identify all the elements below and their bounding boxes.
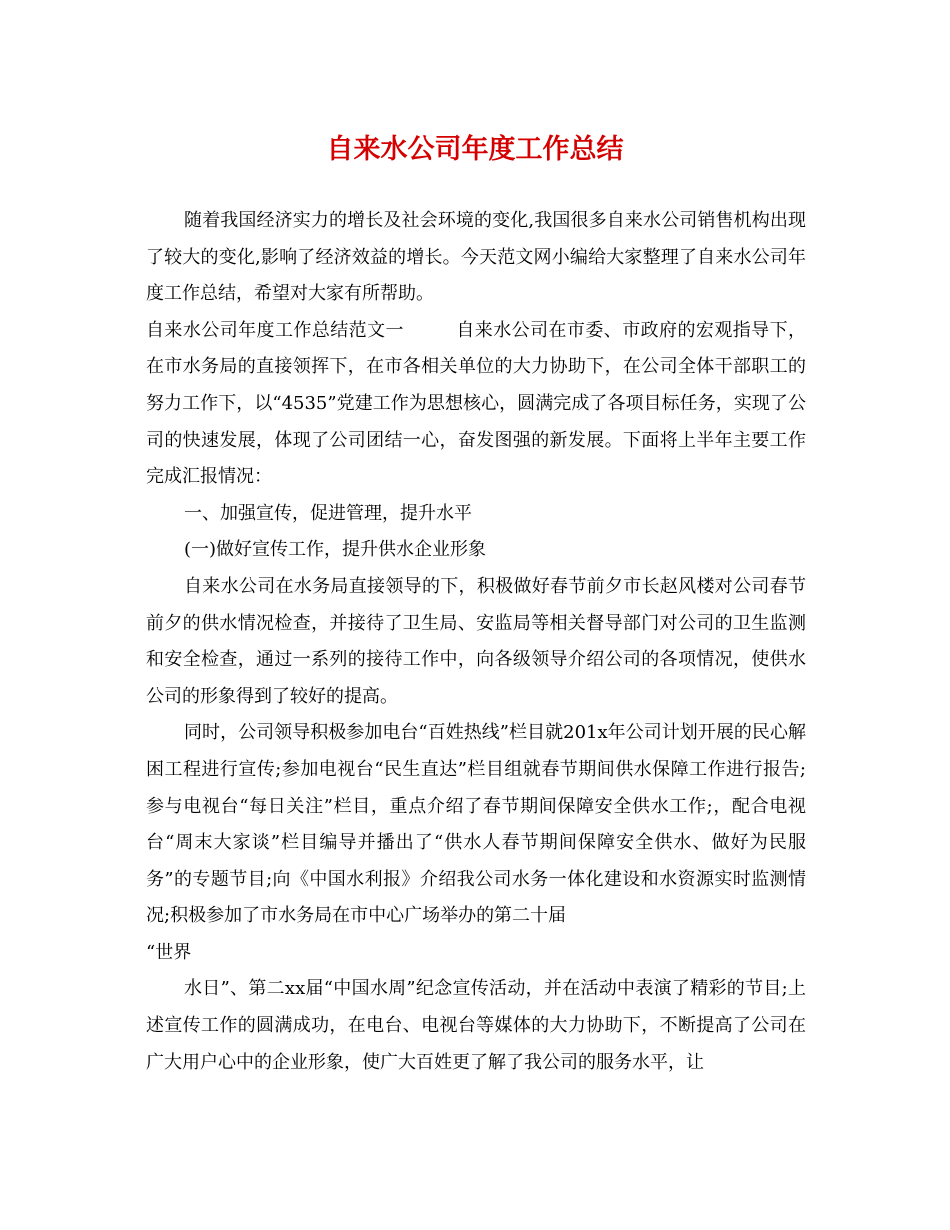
paragraph-inspection: 自来水公司在水务局直接领导的下，积极做好春节前夕市长赵风楼对公司春节前夕的供水情况检查，并接待了卫生局、安监局等相关督导部门对公司的卫生监测和安全检查，通过一系列的接待工作中，向各级领导介绍公司的各项情况，使供水公司的形象得到了较好的提高。 [146,575,806,707]
paragraph-sample-one [146,313,806,496]
section-heading-one: 一、加强宣传，促进管理，提升水平 [184,502,472,524]
sample-heading: 自来水公司年度工作总结范文一 [146,319,404,341]
sample-one-text: 自来水公司在市委、市政府的宏观指导下，在市水务局的直接领挥下，在市各相关单位的大力协助下，在公司全体干部职工的努力工作下，以“4535”党建工作为思想核心，圆满完成了各项目标任务，实现了公司的快速发展，体现了公司团结一心，奋发图强的新发展。下面将上半年主要工作完成汇报情况： [146,319,807,488]
paragraph-fragment: “世界 [146,941,192,963]
document-body [146,203,806,1081]
subsection-heading-one: (一)做好宣传工作，提升供水企业形象 [184,539,487,561]
paragraph-water-day: 水日”、第二xx届“中国水周”纪念宣传活动，并在活动中表演了精彩的节目;上述宣传工作的圆满成功，在电台、电视台等媒体的大力协助下，不断提高了公司在广大用户心中的企业形象，使广大百姓更了解了我公司的服务水平，让 [146,978,806,1073]
document-title: 自来水公司年度工作总结 [326,134,624,165]
paragraph-media: 同时，公司领导积极参加电台“百姓热线”栏目就201x年公司计划开展的民心解困工程进行宣传;参加电视台“民生直达”栏目组就春节期间供水保障工作进行报告;参与电视台“每日关注”栏目，重点介绍了春节期间保障安全供水工作;，配合电视台“周末大家谈”栏目编导并播出了“供水人春节期间保障安全供水、做好为民服务”的专题节目;向《中国水利报》介绍我公司水务一体化建设和水资源实时监测情况;积极参加了市水务局在市中心广场举办的第二十届 [146,722,806,927]
paragraph-intro: 随着我国经济实力的增长及社会环境的变化,我国很多自来水公司销售机构出现了较大的变化,影响了经济效益的增长。今天范文网小编给大家整理了自来水公司年度工作总结，希望对大家有所帮助。 [146,210,806,305]
